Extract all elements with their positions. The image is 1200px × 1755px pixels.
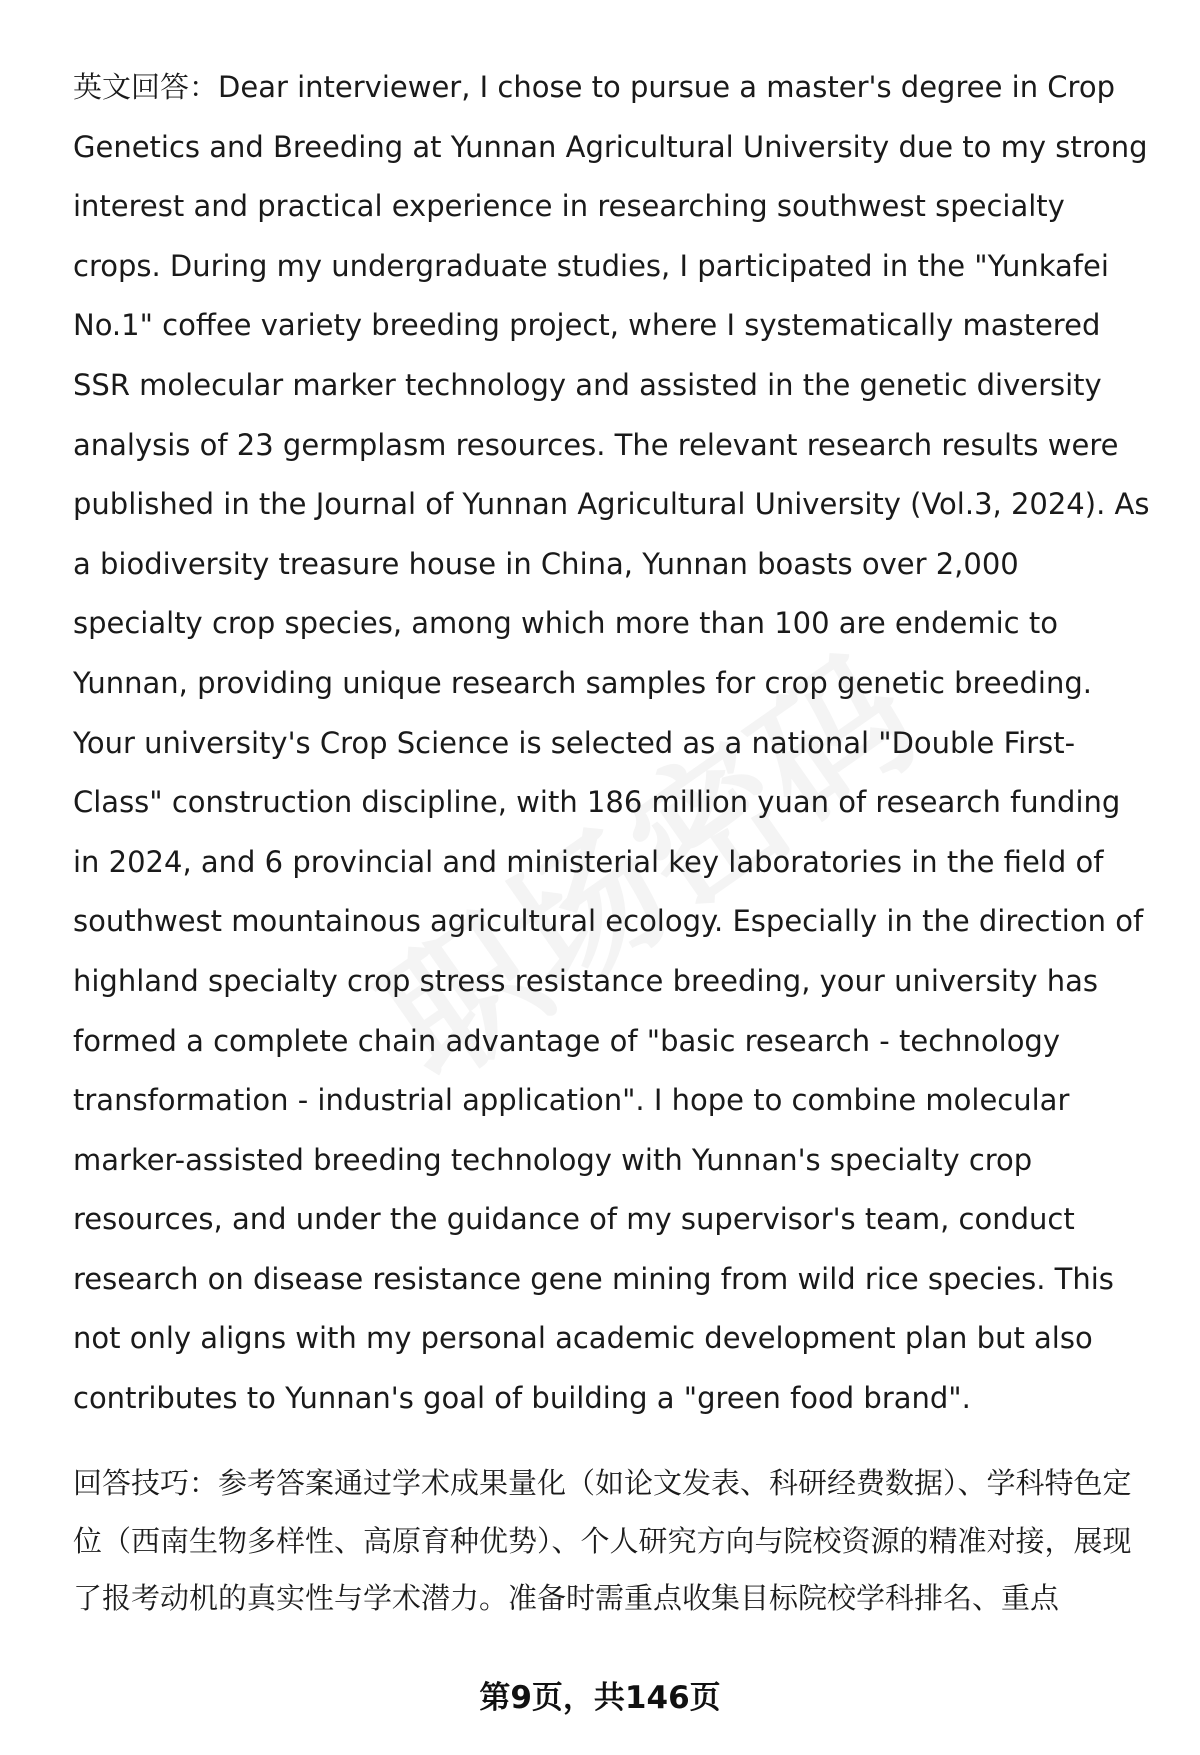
page-number: 第9页，共146页 [479,1680,721,1716]
english-answer-label: 英文回答： [73,70,219,104]
english-answer-paragraph [73,58,1153,1429]
answer-tips-paragraph [73,1455,1153,1628]
answer-tips-label: 回答技巧： [73,1466,219,1500]
english-answer-text: Dear interviewer, I chose to pursue a master's degree in Crop Genetics and Breeding at Yunnan Agricultural University due to my strong interest and practical experience in researching southwest specialty crops. During my undergraduate studies, I participated in the "Yunkafei No.1" coffee variety breeding project, where I systematically mastered SSR molecular marker technology and assisted in the genetic diversity analysis of 23 germplasm resources. The relevant research results were published in the Journal of Yunnan Agricultural University (Vol.3, 2024). As a biodiversity treasure house in China, Yunnan boasts over 2,000 specialty crop species, among which more than 100 are endemic to Yunnan, providing unique research samples for crop genetic breeding. Your university's Crop Science is selected as a national "Double First-Class" construction discipline, with 186 million yuan of research funding in 2024, and 6 provincial and ministerial key laboratories in the field of southwest mountainous agricultural ecology. Especially in the direction of highland specialty crop stress resistance breeding, your university has formed a complete chain advantage of "basic research - technology transformation - industrial application". I hope to combine molecular marker-assisted breeding technology with Yunnan's specialty crop resources, and under the guidance of my supervisor's team, conduct research on disease resistance gene mining from wild rice species. This not only aligns with my personal academic development plan but also contributes to Yunnan's goal of building a "green food brand". [73,70,1150,1416]
answer-tips-text: 参考答案通过学术成果量化（如论文发表、科研经费数据）、学科特色定位（西南生物多样性、高原育种优势）、个人研究方向与院校资源的精准对接，展现了报考动机的真实性与学术潜力。准备时需重点收集目标院校学科排名、重点 [73,1466,1132,1615]
